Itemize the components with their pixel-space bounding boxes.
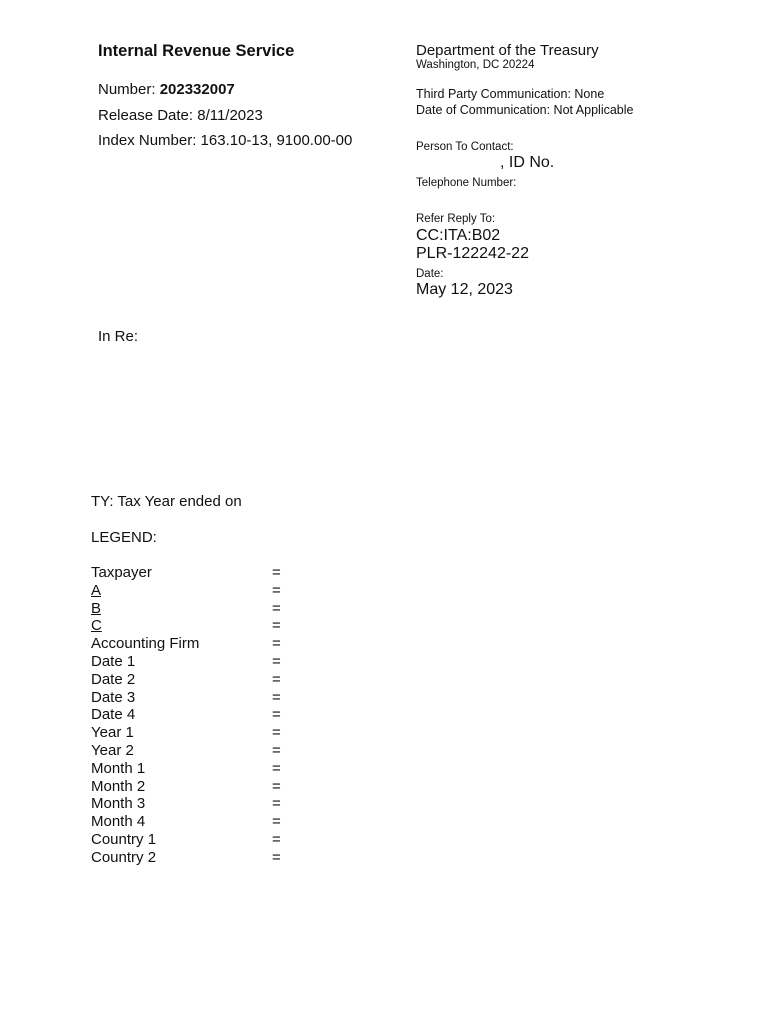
- legend-item: [91, 831, 291, 849]
- person-to-contact-label: Person To Contact:: [416, 141, 514, 153]
- release-date: Release Date: 8/11/2023: [98, 107, 263, 124]
- legend-equals: =: [272, 670, 281, 688]
- legend-item: [91, 617, 291, 635]
- legend-item: [91, 689, 291, 707]
- legend-term: Year 1: [91, 724, 134, 742]
- refer-reply-label: Refer Reply To:: [416, 213, 496, 225]
- legend-equals: =: [272, 581, 281, 599]
- legend-term: Month 1: [91, 759, 146, 777]
- legend-term: Year 2: [91, 741, 134, 759]
- legend-item: [91, 653, 291, 671]
- legend-item: [91, 706, 291, 724]
- date-label: Date:: [416, 268, 444, 280]
- third-party-communication: Third Party Communication: None: [416, 87, 605, 101]
- legend-equals: =: [272, 635, 281, 653]
- legend-term: Month 2: [91, 777, 146, 795]
- legend-item: [91, 742, 291, 760]
- legend-equals: =: [272, 724, 281, 742]
- legend-item: [91, 635, 291, 653]
- legend-term: Country 2: [91, 848, 157, 866]
- legend-term: Date 4: [91, 706, 136, 724]
- legend-term: Month 4: [91, 813, 146, 831]
- legend-term: Taxpayer: [91, 564, 152, 581]
- legend-term: B: [91, 599, 102, 617]
- legend-term: Country 1: [91, 830, 157, 848]
- legend-term: Accounting Firm: [91, 635, 200, 653]
- legend-item: [91, 760, 291, 778]
- legend-item: [91, 795, 291, 813]
- legend-equals: =: [272, 617, 281, 635]
- index-number: Index Number: 163.10-13, 9100.00-00: [98, 132, 353, 149]
- tax-year-line: TY: Tax Year ended on: [91, 493, 242, 510]
- id-number-label: , ID No.: [500, 154, 555, 171]
- legend-term: C: [91, 617, 102, 635]
- legend-equals: =: [272, 599, 281, 617]
- legend-item: [91, 600, 291, 618]
- legend-equals: =: [272, 652, 281, 670]
- legend-term: Month 3: [91, 795, 146, 813]
- legend-item: [91, 778, 291, 796]
- legend-equals: =: [272, 813, 281, 831]
- agency-name: Internal Revenue Service: [98, 42, 295, 60]
- legend-item: [91, 564, 291, 582]
- legend-term: Date 3: [91, 688, 136, 706]
- legend-item: [91, 813, 291, 831]
- legend-equals: =: [272, 706, 281, 724]
- department-address: Washington, DC 20224: [416, 59, 535, 71]
- telephone-label: Telephone Number:: [416, 177, 517, 189]
- legend-title: LEGEND:: [91, 529, 157, 546]
- letter-date: May 12, 2023: [416, 281, 513, 298]
- legend-item: [91, 671, 291, 689]
- number-line: [98, 81, 235, 98]
- legend-equals: =: [272, 830, 281, 848]
- legend-term: A: [91, 581, 102, 599]
- legend-term: Date 2: [91, 670, 136, 688]
- legend-item: [91, 582, 291, 600]
- department-name: Department of the Treasury: [416, 42, 599, 59]
- legend-list: [91, 564, 291, 867]
- number-label: Number:: [98, 81, 160, 98]
- legend-equals: =: [272, 795, 281, 813]
- number-value: 202332007: [159, 81, 235, 98]
- legend-equals: =: [272, 777, 281, 795]
- legend-equals: =: [272, 759, 281, 777]
- date-of-communication: Date of Communication: Not Applicable: [416, 103, 634, 117]
- legend-item: [91, 724, 291, 742]
- legend-equals: =: [272, 564, 281, 581]
- refer-reply-line-1: CC:ITA:B02: [416, 227, 501, 244]
- refer-reply-line-2: PLR-122242-22: [416, 245, 529, 262]
- in-re: In Re:: [98, 328, 139, 345]
- legend-equals: =: [272, 741, 281, 759]
- legend-item: [91, 849, 291, 867]
- legend-term: Date 1: [91, 652, 136, 670]
- legend-equals: =: [272, 848, 281, 866]
- legend-equals: =: [272, 688, 281, 706]
